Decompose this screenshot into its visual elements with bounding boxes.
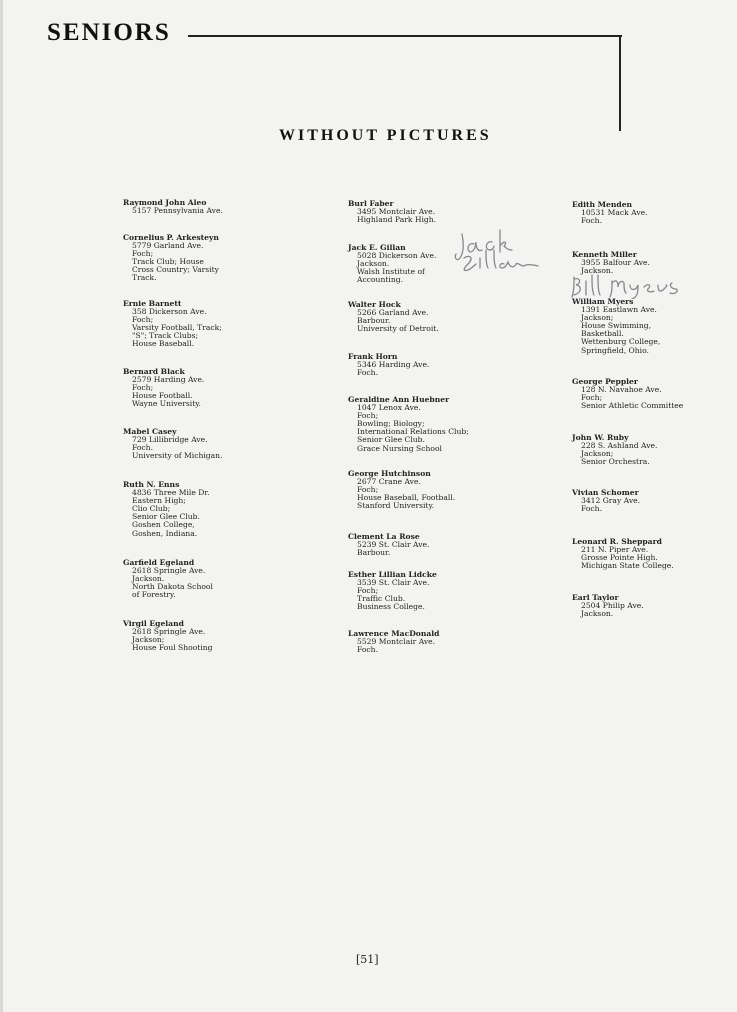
senior-detail-line: Bowling; Biology; — [357, 419, 425, 429]
senior-name: Ruth N. Enns — [123, 480, 180, 489]
senior-detail-line: North Dakota School — [132, 582, 213, 592]
senior-detail-line: Business College. — [357, 602, 425, 612]
senior-entry — [123, 234, 219, 283]
senior-name: George Peppler — [572, 377, 638, 386]
handwritten-signature-bill-myers — [568, 273, 686, 299]
senior-detail-line: Jackson; — [132, 635, 165, 645]
page-subtitle: WITHOUT PICTURES — [279, 127, 492, 144]
senior-detail-line: Foch; — [132, 315, 154, 325]
senior-detail-line: 1047 Lenox Ave. — [357, 403, 421, 413]
senior-entry — [348, 571, 437, 611]
senior-detail-line: Grosse Pointe High. — [581, 553, 658, 563]
senior-name: Lawrence MacDonald — [348, 629, 440, 638]
senior-detail-line: of Forestry. — [132, 590, 176, 600]
senior-detail-line: 5239 St. Clair Ave. — [357, 540, 430, 550]
senior-name: George Hutchinson — [348, 469, 431, 478]
senior-entry — [572, 298, 660, 355]
senior-entry — [348, 200, 436, 224]
senior-name: Mabel Casey — [123, 427, 177, 436]
senior-detail-line: 729 Lillibridge Ave. — [132, 435, 208, 445]
senior-detail-line: Springfield, Ohio. — [581, 345, 649, 355]
page-edge — [0, 0, 3, 1012]
senior-detail-line: Grace Nursing School — [357, 443, 442, 453]
senior-entry — [572, 378, 683, 410]
senior-name: Kenneth Miller — [572, 250, 637, 259]
senior-detail-line: Senior Glee Club. — [132, 512, 200, 522]
senior-detail-line: 5529 Montclair Ave. — [357, 637, 436, 647]
senior-name: Raymond John Aleo — [123, 198, 207, 207]
senior-entry — [348, 630, 440, 654]
senior-entry — [123, 559, 213, 599]
section-title: SENIORS — [47, 19, 171, 46]
senior-detail-line: Wayne University. — [132, 399, 201, 409]
senior-entry — [123, 368, 204, 408]
senior-detail-line: 2618 Springle Ave. — [132, 566, 206, 576]
senior-name: Earl Taylor — [572, 593, 619, 602]
senior-detail-line: 3955 Balfour Ave. — [581, 258, 650, 268]
senior-entry — [572, 434, 657, 466]
senior-entry — [348, 301, 439, 333]
senior-detail-line: 5266 Garland Ave. — [357, 308, 429, 318]
senior-name: Garfield Egeland — [123, 558, 195, 567]
senior-detail-line: House Foul Shooting — [132, 643, 213, 653]
senior-detail-line: 10531 Mack Ave. — [581, 208, 648, 218]
senior-name: Walter Hock — [348, 300, 401, 309]
senior-detail-line: Walsh Institute of — [357, 267, 425, 277]
senior-detail-line: "S"; Track Clubs; — [132, 331, 199, 341]
senior-name: Clement La Rose — [348, 532, 420, 541]
senior-detail-line: House Football. — [132, 391, 193, 401]
header-rule-horizontal — [188, 35, 622, 37]
senior-name: Frank Horn — [348, 352, 398, 361]
senior-detail-line: Traffic Club. — [357, 594, 406, 604]
senior-detail-line: 228 S. Ashland Ave. — [581, 441, 658, 451]
senior-detail-line: Senior Athletic Committee — [581, 401, 684, 411]
senior-name: Jack E. Gillan — [348, 243, 406, 252]
senior-entry — [572, 251, 650, 275]
senior-detail-line: Goshen College, — [132, 520, 195, 530]
senior-detail-line: Jackson; — [581, 313, 614, 323]
senior-detail-line: Senior Glee Club. — [357, 435, 425, 445]
senior-name: Bernard Black — [123, 367, 185, 376]
senior-detail-line: 3495 Montclair Ave. — [357, 207, 436, 217]
senior-name: Vivian Schomer — [572, 488, 639, 497]
senior-entry — [348, 396, 469, 453]
senior-entry — [572, 489, 640, 513]
senior-detail-line: Foch. — [132, 443, 153, 453]
senior-detail-line: 3412 Gray Ave. — [581, 496, 641, 506]
senior-detail-line: Eastern High; — [132, 496, 186, 506]
senior-entry — [123, 428, 222, 460]
senior-name: Burl Faber — [348, 199, 394, 208]
senior-detail-line: Foch. — [357, 368, 378, 378]
senior-entry — [572, 538, 674, 570]
senior-detail-line: Cross Country; Varsity — [132, 265, 219, 275]
senior-detail-line: House Baseball. — [132, 339, 195, 349]
senior-entry — [123, 620, 213, 652]
senior-detail-line: University of Detroit. — [357, 324, 439, 334]
senior-detail-line: Foch; — [357, 586, 379, 596]
senior-detail-line: Barbour. — [357, 316, 391, 326]
senior-detail-line: Senior Orchestra. — [581, 457, 650, 467]
senior-detail-line: Basketball. — [581, 329, 624, 339]
senior-entry — [123, 300, 222, 349]
senior-detail-line: Foch; — [357, 485, 379, 495]
senior-detail-line: 2579 Harding Ave. — [132, 375, 205, 385]
senior-detail-line: Highland Park High. — [357, 215, 437, 225]
senior-detail-line: 358 Dickerson Ave. — [132, 307, 207, 317]
senior-name: Edith Menden — [572, 200, 633, 209]
senior-detail-line: Jackson. — [132, 574, 165, 584]
senior-detail-line: 5346 Harding Ave. — [357, 360, 430, 370]
senior-detail-line: Foch; — [357, 411, 379, 421]
senior-detail-line: Foch. — [581, 216, 602, 226]
senior-entry — [123, 481, 210, 538]
senior-detail-line: Jackson. — [581, 609, 614, 619]
senior-detail-line: 4836 Three Mile Dr. — [132, 488, 210, 498]
senior-detail-line: Goshen, Indiana. — [132, 528, 198, 538]
senior-entry — [348, 470, 455, 510]
senior-entry — [348, 533, 429, 557]
handwritten-signature-jack-gillan — [452, 228, 544, 276]
senior-detail-line: 2677 Crane Ave. — [357, 477, 421, 487]
senior-detail-line: Barbour. — [357, 548, 391, 558]
page-number: [51] — [356, 953, 379, 966]
senior-detail-line: Track. — [132, 273, 157, 283]
senior-name: Cornelius P. Arkesteyn — [123, 233, 219, 242]
senior-entry — [123, 199, 223, 215]
senior-detail-line: 1391 Eastlawn Ave. — [581, 305, 657, 315]
senior-name: Virgil Egeland — [123, 619, 184, 628]
senior-detail-line: Track Club; House — [132, 257, 204, 267]
senior-detail-line: 3539 St. Clair Ave. — [357, 578, 430, 588]
senior-name: Esther Lillian Lidcke — [348, 570, 437, 579]
senior-detail-line: 5157 Pennsylvania Ave. — [132, 206, 223, 216]
senior-entry — [572, 594, 644, 618]
senior-detail-line: Foch. — [357, 645, 378, 655]
senior-name: Ernie Barnett — [123, 299, 182, 308]
senior-entry — [572, 201, 648, 225]
senior-detail-line: Accounting. — [357, 275, 403, 285]
senior-detail-line: Jackson. — [357, 259, 390, 269]
senior-detail-line: Wettenburg College, — [581, 337, 661, 347]
senior-detail-line: Varsity Football, Track; — [132, 323, 222, 333]
senior-detail-line: Michigan State College. — [581, 561, 674, 571]
senior-detail-line: 2618 Springle Ave. — [132, 627, 206, 637]
senior-detail-line: 211 N. Piper Ave. — [581, 545, 649, 555]
senior-detail-line: House Baseball, Football. — [357, 493, 456, 503]
senior-detail-line: Foch. — [581, 504, 602, 514]
senior-name: William Myers — [572, 297, 634, 306]
senior-detail-line: House Swimming, — [581, 321, 652, 331]
senior-detail-line: Foch; — [581, 393, 603, 403]
senior-name: John W. Ruby — [572, 433, 629, 442]
senior-detail-line: Foch; — [132, 249, 154, 259]
header-rule-vertical — [619, 35, 621, 131]
senior-detail-line: University of Michigan. — [132, 451, 223, 461]
senior-detail-line: 5028 Dickerson Ave. — [357, 251, 437, 261]
senior-detail-line: Jackson. — [581, 266, 614, 276]
senior-detail-line: 5779 Garland Ave. — [132, 241, 204, 251]
senior-name: Leonard R. Sheppard — [572, 537, 662, 546]
senior-entry — [348, 353, 429, 377]
senior-entry — [348, 244, 436, 284]
senior-detail-line: Foch; — [132, 383, 154, 393]
senior-detail-line: 128 N. Navahoe Ave. — [581, 385, 662, 395]
senior-detail-line: Clio Club; — [132, 504, 171, 514]
senior-detail-line: 2504 Philip Ave. — [581, 601, 644, 611]
senior-detail-line: Jackson; — [581, 449, 614, 459]
senior-name: Geraldine Ann Huebner — [348, 395, 450, 404]
senior-detail-line: International Relations Club; — [357, 427, 469, 437]
senior-detail-line: Stanford University. — [357, 501, 435, 511]
